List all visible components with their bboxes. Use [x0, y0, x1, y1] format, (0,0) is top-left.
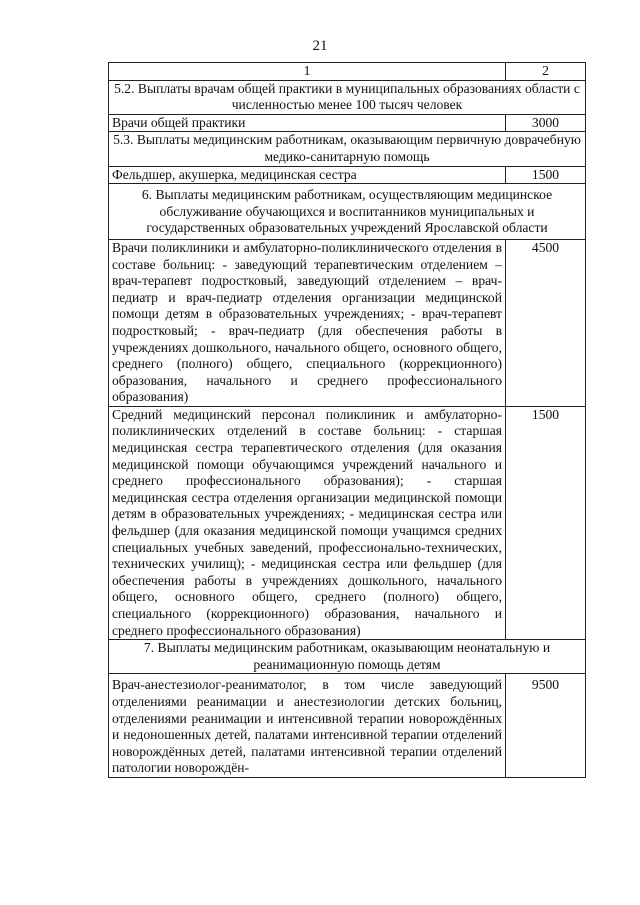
table-row [109, 114, 586, 132]
item-description: Средний медицинский персонал поликлиник и амбулаторно-поликлинических отделений в составе больниц: - старшая медицинская сестра терапевтического отделения (для оказания медицинской помощи обучающимся учреждений начального и среднего профессионального образования); - старшая медицинская сестра отделения организации медицинской помощи детям в образовательных учреждениях; - медицинская сестра или фельдшер (для оказания медицинской помощи учащимся средних специальных учебных заведений, профессионально-технических, технических училищ); - медицинская сестра или фельдшер (для обеспечения работы в учреждениях дошкольного, начального общего, основного общего, среднего (полного) общего, специального (коррекционного) образования, начального и среднего профессионального образования) [109, 406, 506, 639]
table-row [109, 406, 586, 639]
section-5-3-heading: 5.3. Выплаты медицинским работникам, оказывающим первичную доврачебную медико-санитарную помощь [109, 132, 586, 166]
table-row [109, 166, 586, 184]
item-value: 1500 [506, 166, 586, 184]
item-description: Врач-анестезиолог-реаниматолог, в том числе заведующий отделениями реанимации и анестезиологии детских больниц, отделениями реанимации и интенсивной терапии новорождённых и недоношенных детей, палатами интенсивной терапии отделений новорождённых детей, палатами интенсивной терапии отделений патологии новорождён- [109, 674, 506, 778]
section-row [109, 132, 586, 166]
payments-table [108, 62, 586, 778]
section-5-2-heading: 5.2. Выплаты врачам общей практики в муниципальных образованиях области с численностью менее 100 тысяч человек [109, 80, 586, 114]
section-row [109, 80, 586, 114]
item-value: 9500 [506, 674, 586, 778]
section-row [109, 184, 586, 240]
section-7-heading: 7. Выплаты медицинским работникам, оказывающим неонатальную и реанимационную помощь детям [109, 640, 586, 674]
column-header-2: 2 [506, 63, 586, 81]
column-header-1: 1 [109, 63, 506, 81]
item-description: Врачи поликлиники и амбулаторно-поликлинического отделения в составе больниц: - заведующий терапевтическим отделением – врач-терапевт подростковый, заведующий отделением – врач-педиатр и врач-педиатр отделения организации медицинской помощи детям в образовательных учреждениях; - врач-терапевт подростковый; - врач-педиатр (для обеспечения работы в учреждениях дошкольного, начального общего, основного общего, среднего (полного) общего, специального (коррекционного) образования, начального и среднего профессионального образования) [109, 239, 506, 406]
page-number: 21 [312, 38, 328, 54]
item-value: 3000 [506, 114, 586, 132]
item-value: 1500 [506, 406, 586, 639]
table-row [109, 239, 586, 406]
item-value: 4500 [506, 239, 586, 406]
item-label: Фельдшер, акушерка, медицинская сестра [109, 166, 506, 184]
section-6-heading: 6. Выплаты медицинским работникам, осуществляющим медицинское обслуживание обучающихся и воспитанников муниципальных и государственных образовательных учреждений Ярославской области [109, 184, 586, 240]
item-label: Врачи общей практики [109, 114, 506, 132]
section-row [109, 640, 586, 674]
table-header-row [109, 63, 586, 81]
table-row [109, 674, 586, 778]
